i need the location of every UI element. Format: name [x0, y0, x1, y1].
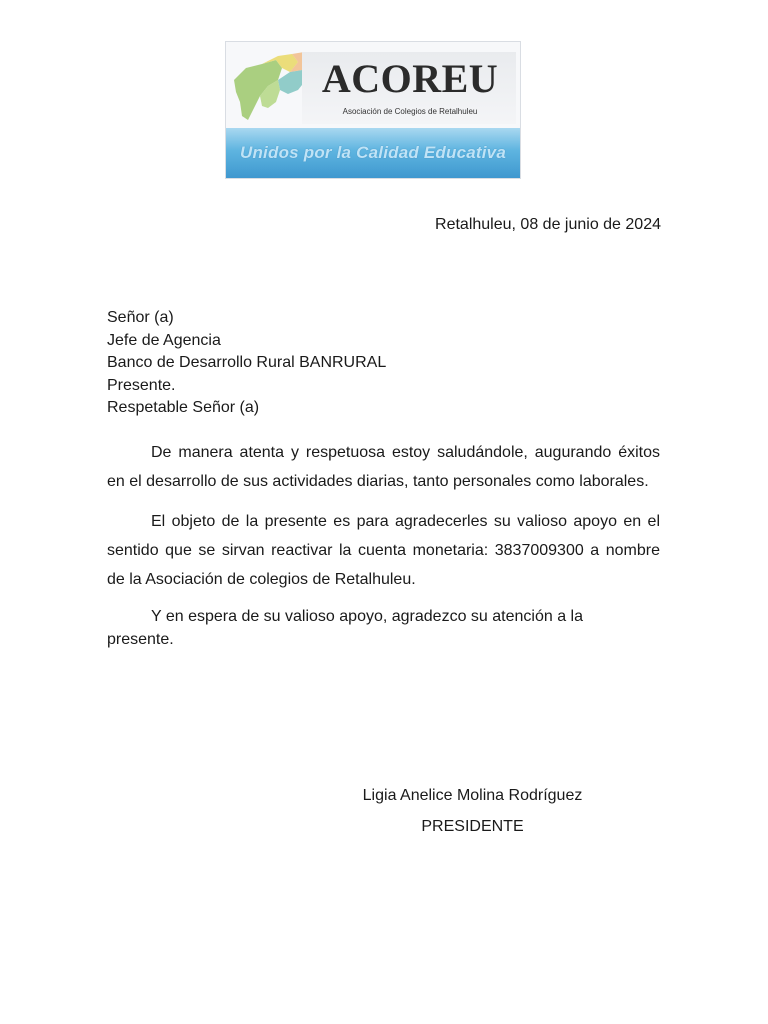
body-paragraph-request: El objeto de la presente es para agradecerles su valioso apoyo en el sentido que se sirvan reactivar la cuenta monetaria: 3837009300 a nombre de la Asociación de colegios de Retalhuleu.: [107, 513, 660, 588]
signature-name: Ligia Anelice Molina Rodríguez: [362, 787, 583, 804]
logo-name: ACOREU: [321, 56, 499, 101]
logo-band: [226, 128, 520, 178]
address-line: Jefe de Agencia: [107, 331, 221, 349]
body-paragraph-greeting: De manera atenta y respetuosa estoy saludándole, augurando éxitos en el desarrollo de sus actividades diarias, tanto personales como laborales.: [107, 444, 660, 490]
acoreu-logo: [226, 42, 520, 178]
letter-date: Retalhuleu, 08 de junio de 2024: [435, 216, 661, 233]
logo-wordmark: [302, 52, 516, 124]
logo-top-panel: [226, 42, 520, 128]
logo-subtitle: Asociación de Colegios de Retalhuleu: [342, 107, 478, 116]
address-line: Respetable Señor (a): [107, 399, 260, 416]
body-paragraph-closing: Y en espera de su valioso apoyo, agradezco su atención a la presente.: [107, 608, 583, 648]
address-line: Presente.: [107, 376, 176, 394]
address-line: Señor (a): [107, 309, 174, 326]
address-line: Banco de Desarrollo Rural BANRURAL: [107, 354, 387, 371]
logo-tagline: Unidos por la Calidad Educativa: [240, 143, 506, 162]
address-block: [107, 307, 386, 420]
signature-title: PRESIDENTE: [421, 818, 524, 835]
